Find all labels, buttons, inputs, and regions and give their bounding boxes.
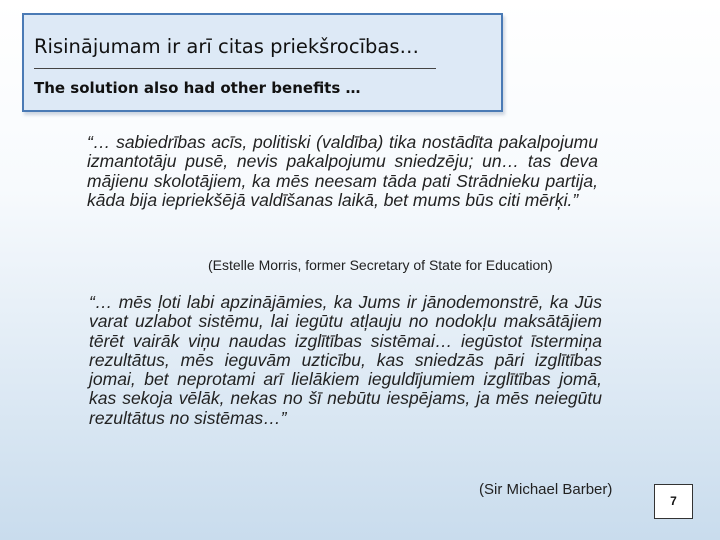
attribution-estelle-morris: (Estelle Morris, former Secretary of State for Education) (208, 257, 553, 273)
slide-title-english: The solution also had other benefits … (34, 79, 361, 97)
title-divider (34, 68, 436, 69)
quote-estelle-morris: “… sabiedrības acīs, politiski (valdība) tika nostādīta pakalpojumu izmantotāju pusē, nevis pakalpojumu sniedzēju; un… tas deva mājienu skolotājiem, ka mēs neesam tāda pati Strādnieku partija, kāda bija iepriekšējā valdīšanas laikā, bet mums būs citi mērķi.” (87, 132, 598, 210)
page-number: 7 (654, 484, 693, 519)
attribution-michael-barber: (Sir Michael Barber) (479, 481, 613, 498)
slide-title-latvian: Risinājumam ir arī citas priekšrocības… (34, 35, 419, 58)
title-box (22, 13, 503, 112)
quote-michael-barber: “… mēs ļoti labi apzinājāmies, ka Jums ir jānodemonstrē, ka Jūs varat uzlabot sistēmu, lai iegūtu atļauju no nodokļu maksātājiem tērēt vairāk viņu naudas izglītības sistēmai… iegūstot īstermiņa rezultātus, mēs ieguvām uzticību, kas sniedzās pāri izglītības jomai, bet neprotami arī lielākiem ieguldījumiem izglītības jomā, kas sekoja vēlāk, nekas no šī nebūtu iespējams, ja mēs neiegūtu rezultātus no sistēmas…” (89, 292, 602, 428)
